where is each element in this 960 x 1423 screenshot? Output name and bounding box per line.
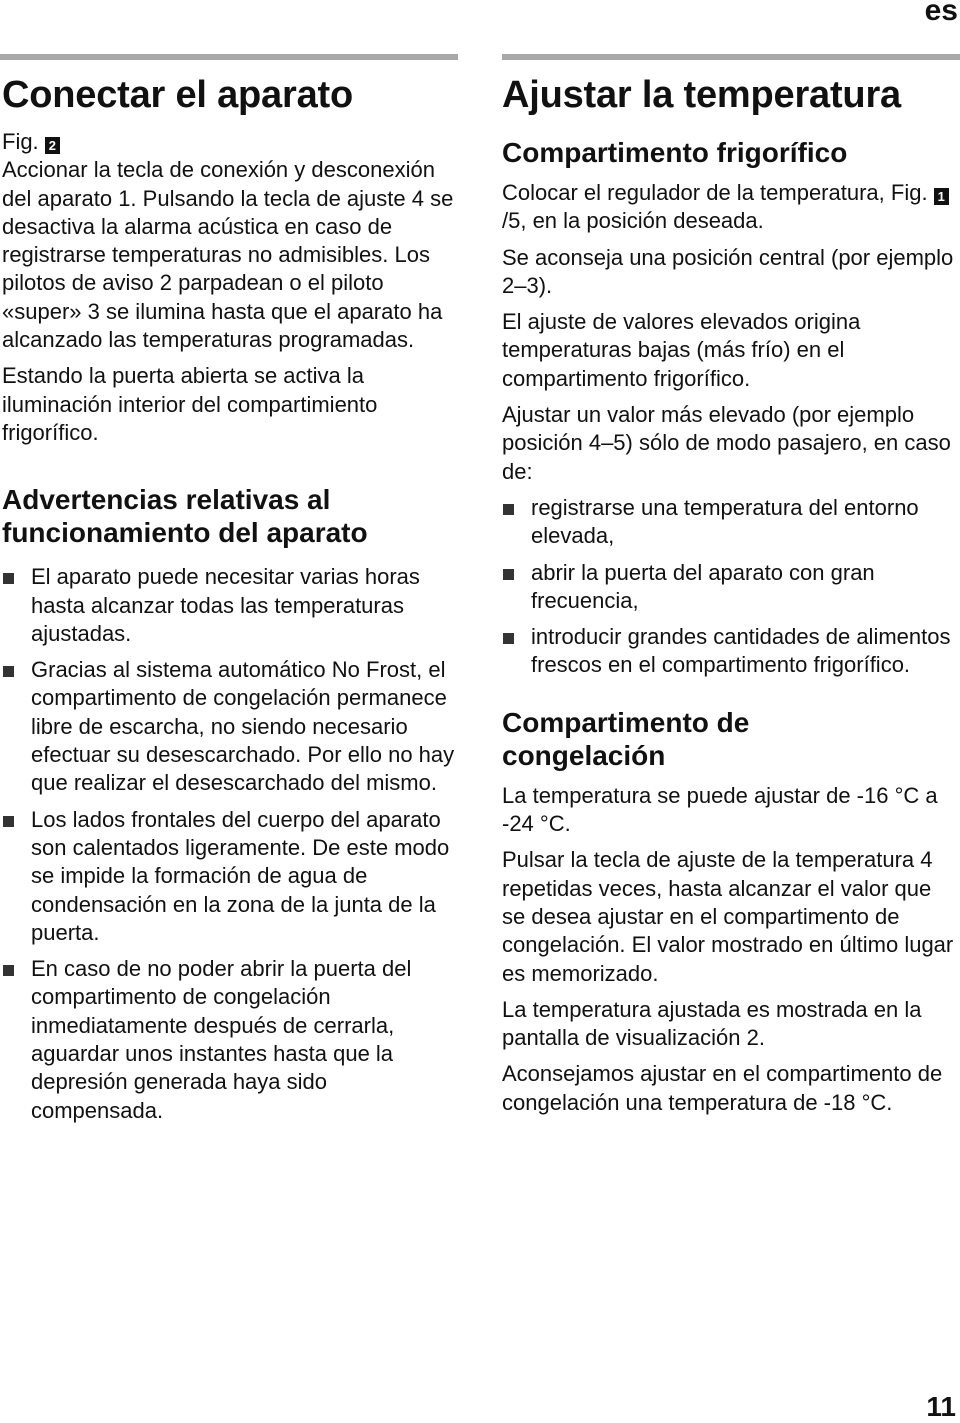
- bullet-square-icon: [503, 504, 514, 515]
- page-number: 11: [926, 1391, 956, 1422]
- fridge-paragraph-3: El ajuste de valores elevados origina temperaturas bajas (más frío) en el compartimento frigorífico.: [502, 309, 861, 391]
- list-item: En caso de no poder abrir la puerta del compartimento de congelación inmediatamente después de cerrarla, aguardar unos instantes hasta que la depresión generada haya sido compensada.: [2, 955, 458, 1125]
- connect-paragraph: Accionar la tecla de conexión y desconexión del aparato 1. Pulsando la tecla de ajuste 4 se desactiva la alarma acústica en caso de registrarse temperaturas no admisibles. Los pilotos de aviso 2 parpadean o el piloto «super» 3 se ilumina hasta que el aparato ha alcanzado las temperaturas programadas.: [2, 157, 454, 353]
- fridge-paragraph-4: Ajustar un valor más elevado (por ejemplo posición 4–5) sólo de modo pasajero, en caso de:: [502, 402, 951, 484]
- fridge-conditions-list: [502, 494, 958, 680]
- door-light-paragraph: Estando la puerta abierta se activa la iluminación interior del compartimiento frigorífico.: [2, 363, 378, 445]
- bullet-square-icon: [3, 965, 14, 976]
- section-title-connect: Conectar el aparato: [2, 74, 353, 116]
- warnings-heading: Advertencias relativas al funcionamiento del aparato: [2, 484, 368, 549]
- list-item: abrir la puerta del aparato con gran frecuencia,: [502, 559, 958, 616]
- freezer-paragraph-3: La temperatura ajustada es mostrada en la pantalla de visualización 2.: [502, 996, 922, 1051]
- language-code: es: [924, 0, 958, 27]
- fridge-heading: Compartimento frigorífico: [502, 137, 848, 168]
- left-column: [2, 60, 458, 1133]
- list-item: El aparato puede necesitar varias horas hasta alcanzar todas las temperaturas ajustadas.: [2, 563, 458, 648]
- bullet-square-icon: [3, 666, 14, 677]
- freezer-paragraph-4: Aconsejamos ajustar en el compartimento de congelación una temperatura de -18 °C.: [502, 1061, 943, 1115]
- bullet-square-icon: [3, 816, 14, 827]
- right-column: [502, 60, 958, 1125]
- fridge-paragraph-1: Colocar el regulador de la temperatura, Fig. 1/5, en la posición deseada.: [502, 179, 958, 236]
- list-item: introducir grandes cantidades de alimentos frescos en el compartimento frigorífico.: [502, 623, 958, 680]
- list-item: Gracias al sistema automático No Frost, el compartimento de congelación permanece libre de escarcha, no siendo necesario efectuar su desescarchado. Por ello no hay que realizar el desescarchado del mismo.: [2, 656, 458, 797]
- section-title-temperature: Ajustar la temperatura: [502, 74, 901, 116]
- fridge-paragraph-2: Se aconseja una posición central (por ejemplo 2–3).: [502, 244, 954, 298]
- list-item: registrarse una temperatura del entorno elevada,: [502, 494, 958, 551]
- figure-number-badge: 1: [934, 188, 949, 205]
- bullet-square-icon: [503, 569, 514, 580]
- freezer-paragraph-2: Pulsar la tecla de ajuste de la temperatura 4 repetidas veces, hasta alcanzar el valor que se desea ajustar en el compartimento de congelación. El valor mostrado en último lugar es memorizado.: [502, 847, 954, 986]
- figure-number-badge: 2: [45, 137, 60, 154]
- bullet-square-icon: [503, 633, 514, 644]
- figure-reference: [2, 128, 458, 156]
- warnings-list: [2, 563, 458, 1125]
- freezer-heading: Compartimento de congelación: [502, 706, 750, 771]
- fig-label: Fig.: [2, 129, 39, 154]
- bullet-square-icon: [3, 573, 14, 584]
- freezer-paragraph-1: La temperatura se puede ajustar de -16 °C a -24 °C.: [502, 782, 938, 837]
- list-item: Los lados frontales del cuerpo del aparato son calentados ligeramente. De este modo se impide la formación de agua de condensación en la zona de la junta de la puerta.: [2, 806, 458, 947]
